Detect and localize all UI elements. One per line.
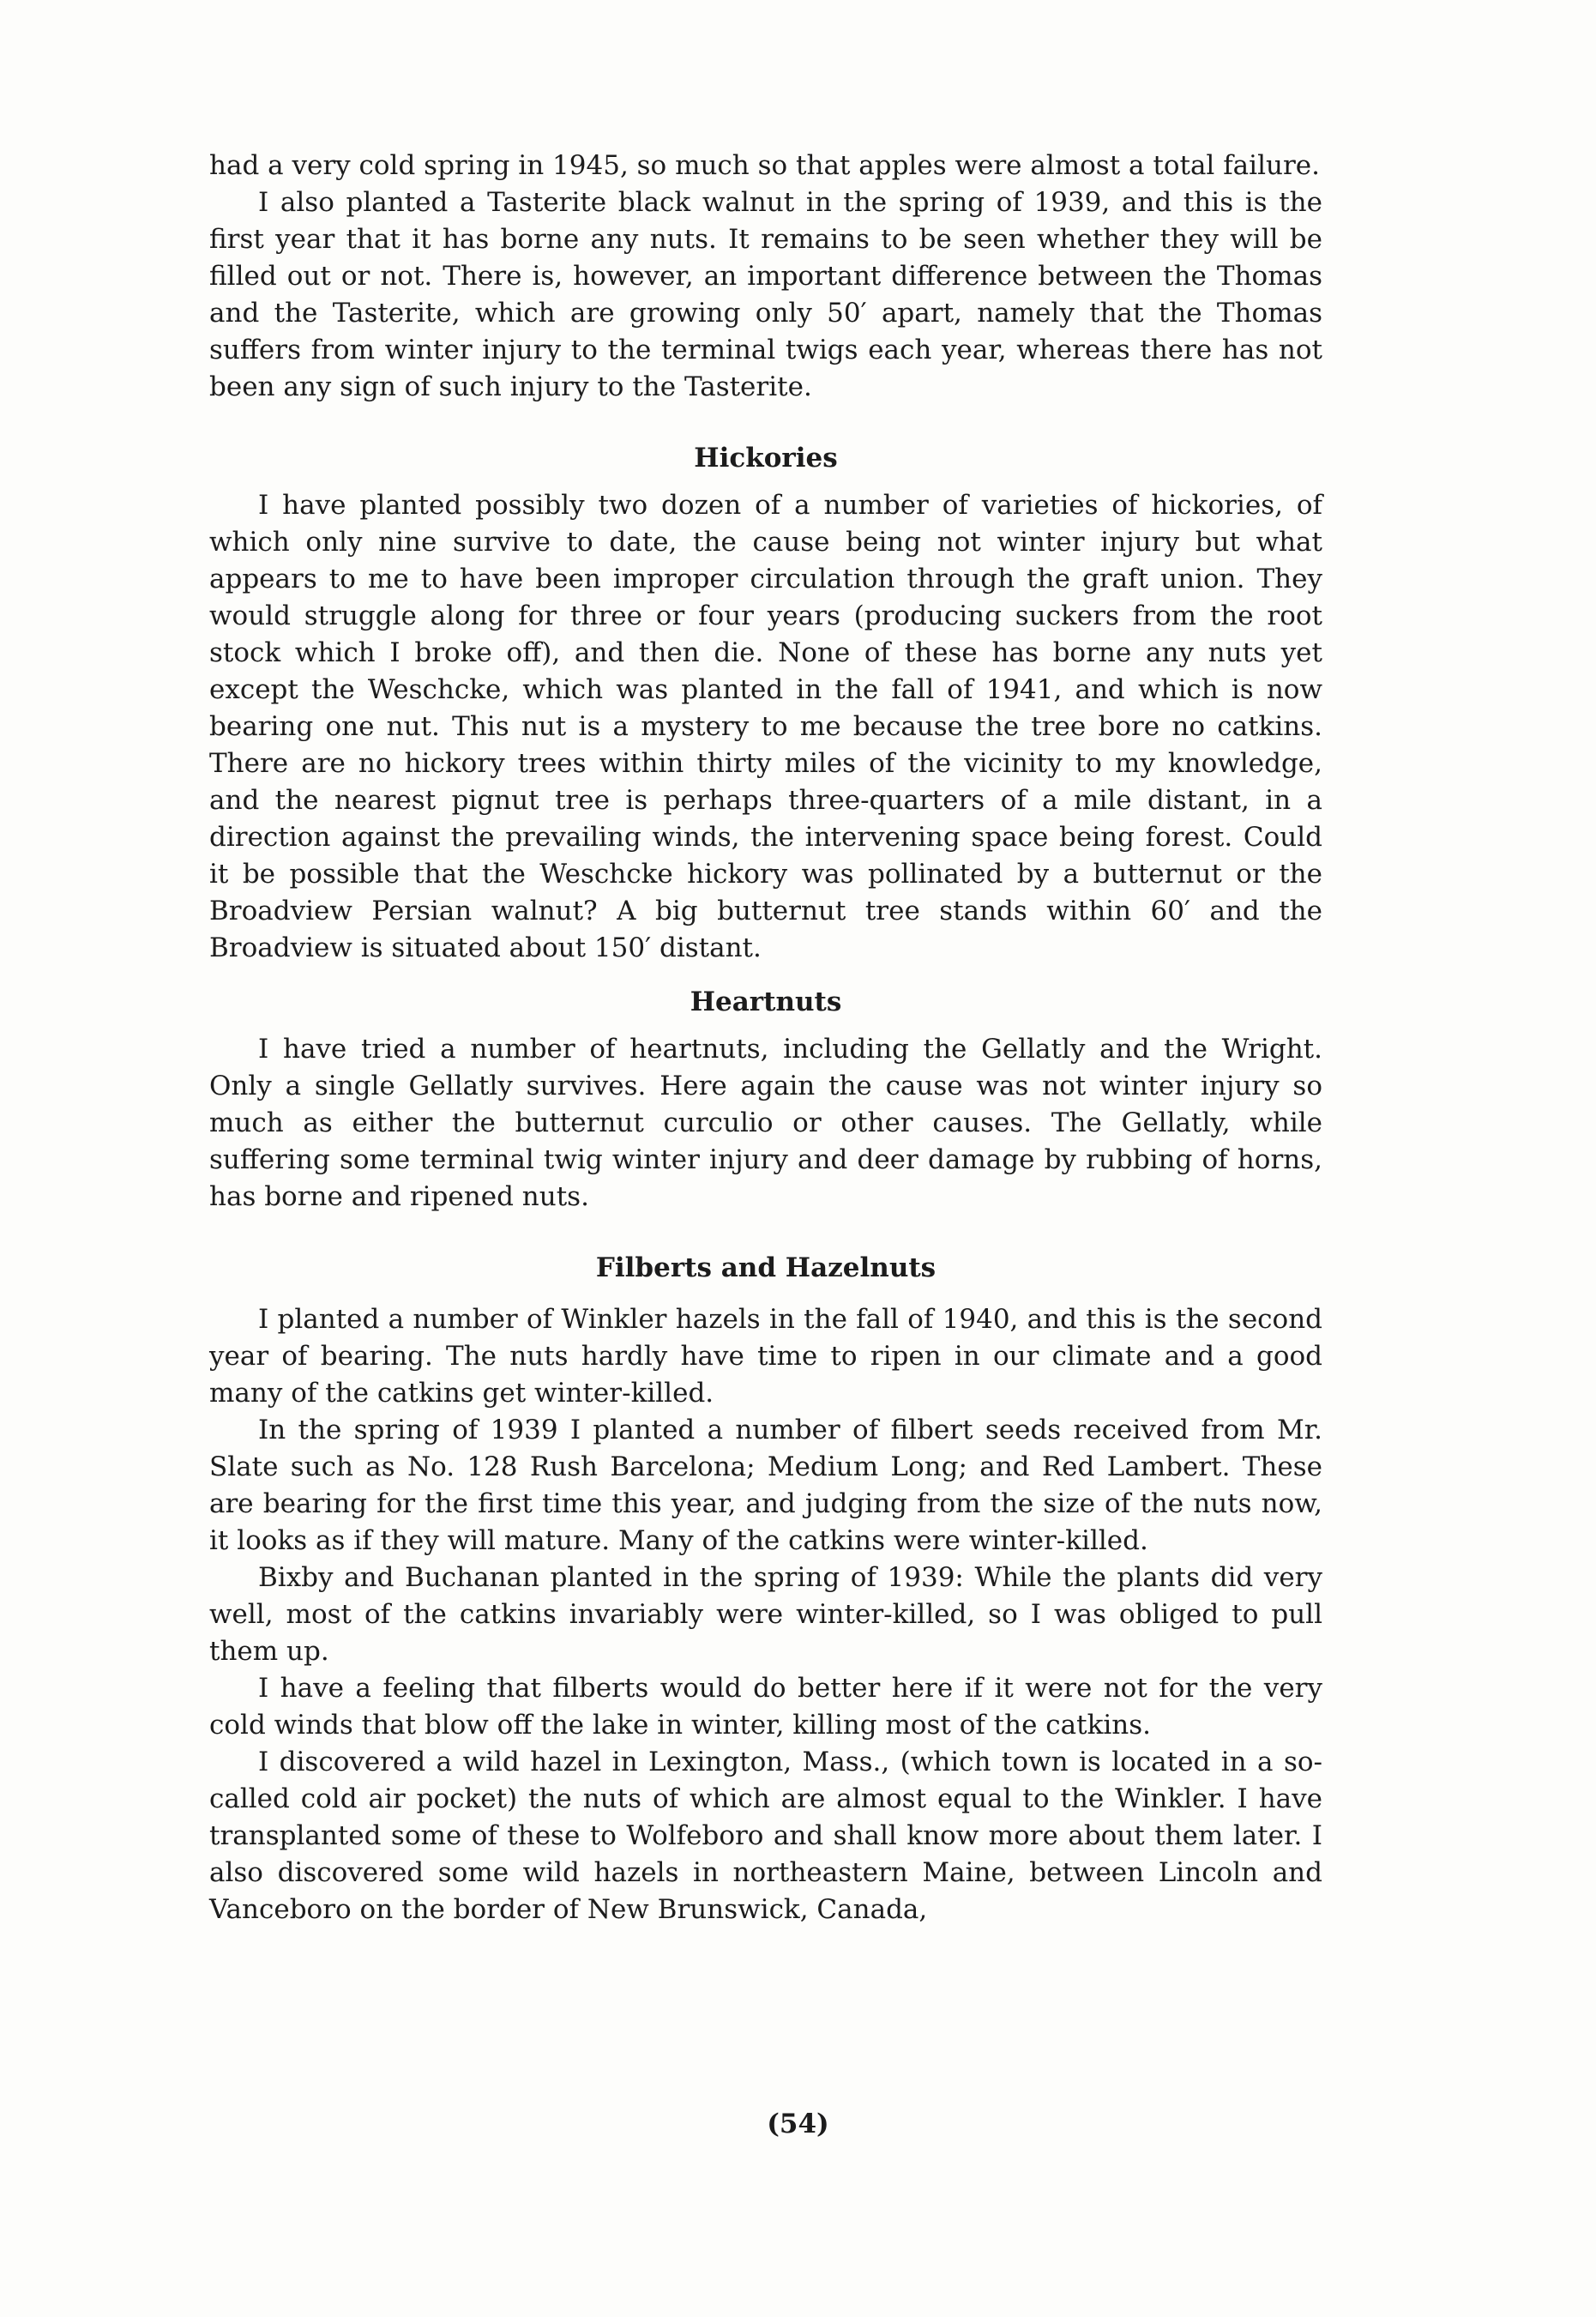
section-heading-filberts-hazelnuts: Filberts and Hazelnuts xyxy=(595,1252,937,1283)
page-body xyxy=(209,148,1322,1928)
section-heading-heartnuts: Heartnuts xyxy=(690,987,842,1017)
paragraph-cold-winds: I have a feeling that filberts would do better here if it were not for the very cold winds that blow off the lake in winter, killing most of the catkins. xyxy=(209,1673,1322,1741)
paragraph-winkler-hazels: I planted a number of Winkler hazels in the fall of 1940, and this is the second year of bearing. The nuts hardly have time to ripen in our climate and a good many of the catkins get winter-killed. xyxy=(209,1304,1322,1409)
paragraph-tasterite-walnut: I also planted a Tasterite black walnut in the spring of 1939, and this is the first year that it has borne any nuts. It remains to be seen whether they will be filled out or not. There is, however, an important difference between the Thomas and the Tasterite, which are growing only 50′ apart, namely that the Thomas suffers from winter injury to the terminal twigs each year, whereas there has not been any sign of such injury to the Tasterite. xyxy=(209,187,1322,402)
paragraph-bixby-buchanan: Bixby and Buchanan planted in the spring of 1939: While the plants did very well, most of the catkins invariably were winter-killed, so I was obliged to pull them up. xyxy=(209,1562,1322,1667)
paragraph-heartnuts: I have tried a number of heartnuts, including the Gellatly and the Wright. Only a single Gellatly survives. Here again the cause was not winter injury so much as either the butternut curculio or other causes. The Gellatly, while suffering some terminal twig winter injury and deer damage by rubbing of horns, has borne and ripened nuts. xyxy=(209,1034,1322,1212)
paragraph-hickories: I have planted possibly two dozen of a number of varieties of hickories, of which only nine survive to date, the cause being not winter injury but what appears to me to have been improper circulation through the graft union. They would struggle along for three or four years (producing suckers from the root stock which I broke off), and then die. None of these has borne any nuts yet except the Weschcke, which was planted in the fall of 1941, and which is now bearing one nut. This nut is a mystery to me because the tree bore no catkins. There are no hickory trees within thirty miles of the vicinity to my knowledge, and the nearest pignut tree is perhaps three-quarters of a mile distant, in a direction against the prevailing winds, the intervening space being forest. Could it be possible that the Weschcke hickory was pollinated by a butternut or the Broadview Persian walnut? A big butternut tree stands within 60′ and the Broadview is situated about 150′ distant. xyxy=(209,490,1322,963)
paragraph-walnut-continued: had a very cold spring in 1945, so much so that apples were almost a total failure. xyxy=(209,150,1320,181)
section-heading-hickories: Hickories xyxy=(694,443,838,474)
paragraph-filbert-seeds: In the spring of 1939 I planted a number of filbert seeds received from Mr. Slate such as No. 128 Rush Barcelona; Medium Long; and Red Lambert. These are bearing for the first time this year, and judging from the size of the nuts now, it looks as if they will mature. Many of the catkins were winter-killed. xyxy=(209,1415,1322,1556)
paragraph-wild-hazel: I discovered a wild hazel in Lexington, Mass., (which town is located in a so-called cold air pocket) the nuts of which are almost equal to the Winkler. I have transplanted some of these to Wolfeboro and shall know more about them later. I also discovered some wild hazels in northeastern Maine, between Lincoln and Vanceboro on the border of New Brunswick, Canada, xyxy=(209,1747,1322,1925)
page-number: (54) xyxy=(767,2109,829,2139)
